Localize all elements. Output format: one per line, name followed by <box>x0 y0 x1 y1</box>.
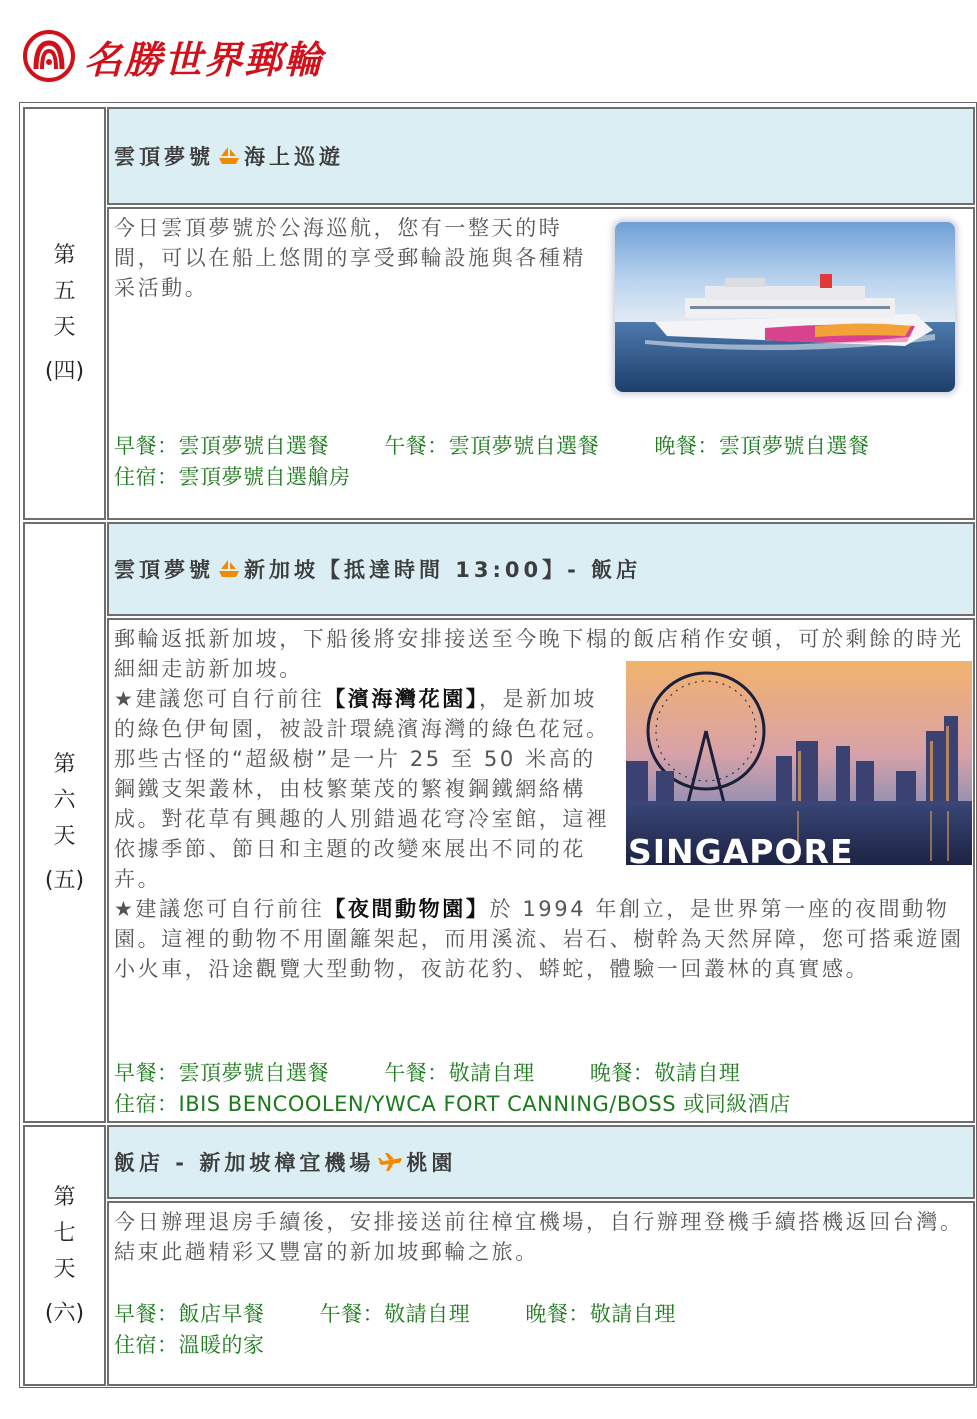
day7-content <box>107 1201 975 1386</box>
day7-lodging: 住宿：溫暖的家 <box>114 1333 265 1357</box>
day-label-6: 第 六 天 (五) <box>23 522 106 1123</box>
day6-title: 雲頂夢號 新加坡【抵達時間 13:00】- 飯店 <box>107 522 975 616</box>
day5-lodging: 住宿：雲頂夢號自選艙房 <box>114 465 351 489</box>
ship-icon <box>217 558 241 580</box>
day5-lunch: 午餐：雲頂夢號自選餐 <box>384 434 600 458</box>
brand-name: 名勝世界郵輪 <box>84 36 325 82</box>
airplane-icon <box>377 1151 403 1173</box>
gardens-by-the-bay: 【濱海灣花園】 <box>324 687 479 711</box>
day5-breakfast: 早餐：雲頂夢號自選餐 <box>114 434 329 458</box>
day-label-5: 第 五 天 (四) <box>23 107 106 520</box>
day7-lunch: 午餐：敬請自理 <box>319 1302 471 1326</box>
day6-dinner: 晚餐：敬請自理 <box>589 1061 741 1085</box>
day7-description: 今日辦理退房手續後，安排接送前往樟宜機場，自行辦理登機手續搭機返回台灣。結束此趟精彩又豐富的新加坡郵輪之旅。 <box>114 1210 964 1264</box>
cruise-ship-photo <box>615 222 955 392</box>
day6-tip-gardens: ★建議您可自行前往【濱海灣花園】，是新加坡的綠色伊甸園，被設計環繞濱海灣的綠色花冠。那些古怪的“超級樹”是一片 25 至 50 米高的鋼鐵支架叢林，由枝繁葉茂的繁複鋼鐵網絡構成。對花草有興趣的人別錯過花穹冷室館，這裡依據季節、節日和主題的改變來展出不同的花卉。 <box>114 687 610 891</box>
day6-lunch: 午餐：敬請自理 <box>384 1061 535 1085</box>
day6-intro: 郵輪返抵新加坡，下船後將安排接送至今晚下榻的飯店稍作安頓，可於剩餘的時光細細走訪新加坡。 <box>114 627 964 681</box>
day7-dinner: 晚餐：敬請自理 <box>525 1302 676 1326</box>
resorts-world-logo-icon <box>22 29 76 83</box>
day5-description: 今日雲頂夢號於公海巡航，您有一整天的時間，可以在船上悠閒的享受郵輪設施與各種精采活動。 <box>114 216 586 300</box>
brand-logo <box>22 26 324 86</box>
night-safari: 【夜間動物園】 <box>324 897 490 921</box>
day5-dinner: 晚餐：雲頂夢號自選餐 <box>654 434 870 458</box>
day5-title: 雲頂夢號 海上巡遊 <box>107 107 975 205</box>
day6-lodging: 住宿：IBIS BENCOOLEN/YWCA FORT CANNING/BOSS 或同級酒店 <box>114 1092 791 1116</box>
day7-breakfast: 早餐：飯店早餐 <box>114 1302 265 1326</box>
singapore-skyline-photo <box>626 661 972 865</box>
ship-icon <box>217 145 241 167</box>
singapore-caption: SINGAPORE <box>628 832 854 865</box>
day-label-7: 第 七 天 (六) <box>23 1125 106 1386</box>
day6-tip-night-safari: ★建議您可自行前往【夜間動物園】於 1994 年創立，是世界第一座的夜間動物園。這裡的動物不用圍籬架起，而用溪流、岩石、樹幹為天然屏障，您可搭乘遊園小火車，沿途觀覽大型動物，夜訪花豹、蟒蛇，體驗一回叢林的真實感。 <box>114 897 964 981</box>
day7-title: 飯店 - 新加坡樟宜機場 桃園 <box>107 1125 975 1199</box>
day6-breakfast: 早餐：雲頂夢號自選餐 <box>114 1061 329 1085</box>
